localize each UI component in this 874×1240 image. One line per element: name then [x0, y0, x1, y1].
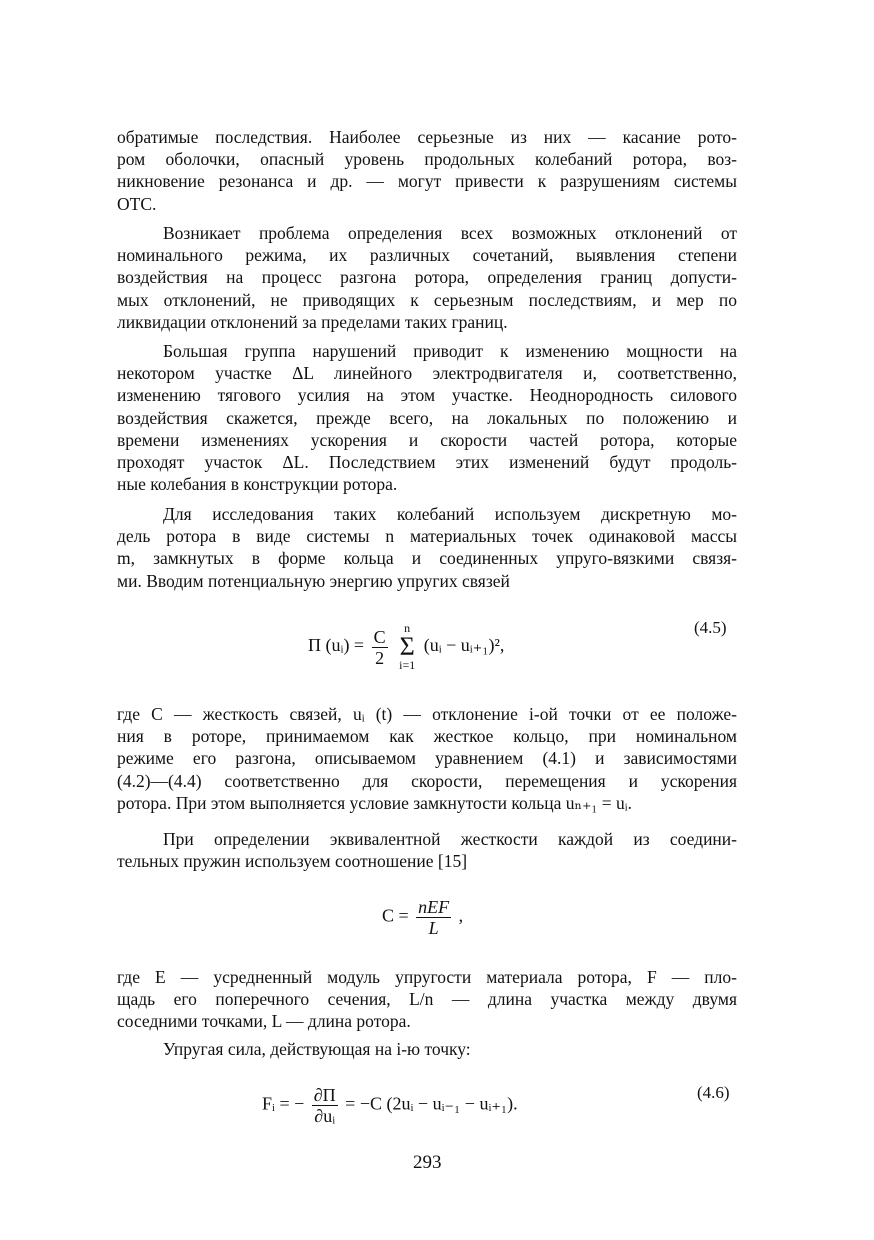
text-line: где C — жесткость связей, uᵢ (t) — отклонение i-ой точки от ее положе- — [117, 704, 737, 724]
paragraph-8 — [117, 1038, 737, 1060]
equation-lhs: C = — [382, 905, 409, 926]
summation — [399, 622, 415, 672]
text-line: При определении эквивалентной жесткости каждой из соедини- — [163, 829, 737, 849]
text-line: никновение резонанса и др. — могут привести к разрушениям системы — [117, 171, 737, 192]
sum-upper-limit: n — [404, 621, 411, 635]
paragraph-1 — [117, 126, 737, 215]
equation-lhs: Fᵢ = − — [262, 1093, 305, 1114]
sigma-symbol: Σ — [399, 632, 415, 661]
text-line: соседними точками, L — длина ротора. — [117, 1011, 411, 1032]
text-line: режиме его разгона, описываемом уравнением (4.1) и зависимостями — [117, 748, 737, 769]
paragraph-2 — [117, 222, 737, 333]
text-line: m, замкнутых в форме кольца и соединенных упруго-вязкими связя- — [117, 548, 737, 569]
text-line: обратимые последствия. Наиболее серьезные из них — касание рото- — [117, 127, 737, 147]
text-line: мых отклонений, не приводящих к серьезным последствиям, и мер по — [117, 289, 737, 310]
equation-tail: , — [458, 905, 464, 926]
fraction-denominator: L — [428, 918, 439, 938]
equation-rhs: (uᵢ − uᵢ₊₁)², — [423, 635, 505, 656]
fraction-denominator: ∂uᵢ — [314, 1106, 336, 1126]
text-line: ния в роторе, принимаемом как жесткое кольцо, при номинальном — [117, 726, 737, 747]
sum-lower-limit: i=1 — [399, 658, 416, 672]
paragraph-6 — [117, 828, 737, 872]
fraction — [372, 627, 388, 668]
equation-rhs: = −C (2uᵢ − uᵢ₋₁ − uᵢ₊₁). — [345, 1093, 518, 1114]
text-line: номинального режима, их различных сочетаний, выявления степени — [117, 245, 737, 266]
fraction-numerator: C — [373, 626, 386, 647]
equation-4-6 — [262, 1085, 518, 1126]
text-line: Возникает проблема определения всех возможных отклонений от — [163, 223, 737, 243]
page-number: 293 — [413, 1152, 442, 1173]
text-line: Большая группа нарушений приводит к изменению мощности на — [163, 341, 737, 361]
text-line: Для исследования таких колебаний используем дискретную мо- — [163, 504, 737, 524]
text-line: дель ротора в виде системы n материальных точек одинаковой массы — [117, 526, 737, 547]
text-line: времени изменениях ускорения и скорости частей ротора, которые — [117, 429, 737, 450]
equation-number: (4.6) — [697, 1083, 730, 1102]
text-line: проходят участок ΔL. Последствием этих изменений будут продоль- — [117, 452, 737, 473]
text-line: ротора. При этом выполняется условие замкнутости кольца uₙ₊₁ = uᵢ. — [117, 792, 633, 813]
text-line: ром оболочки, опасный уровень продольных колебаний ротора, воз- — [117, 149, 737, 170]
paragraph-5 — [117, 703, 737, 814]
text-line: (4.2)—(4.4) соответственно для скорости, перемещения и ускорения — [117, 770, 737, 791]
text-line: некотором участке ΔL линейного электродвигателя и, соответственно, — [117, 363, 737, 384]
text-line: ные колебания в конструкции ротора. — [117, 474, 398, 495]
text-line: где E — усредненный модуль упругости материала ротора, F — пло- — [117, 967, 737, 987]
text-line: тельных пружин используем соотношение [15] — [117, 851, 468, 872]
fraction-numerator: ∂П — [313, 1085, 336, 1105]
equation-4-5 — [308, 622, 504, 672]
text-line: воздействия на процесс разгона ротора, определения границ допусти- — [117, 267, 737, 288]
text-line: ми. Вводим потенциальную энергию упругих связей — [117, 570, 510, 591]
fraction — [312, 1085, 338, 1126]
equation-number: (4.5) — [694, 618, 727, 637]
fraction-denominator: 2 — [375, 647, 385, 668]
text-line: ОТС. — [117, 193, 157, 214]
fraction — [416, 897, 451, 938]
text-line: щадь его поперечного сечения, L/n — длина участка между двумя — [117, 989, 737, 1010]
text-line: изменению тягового усилия на этом участке. Неоднородность силового — [117, 385, 737, 406]
paragraph-4 — [117, 503, 737, 592]
text-line: ликвидации отклонений за пределами таких границ. — [117, 311, 508, 332]
paragraph-3 — [117, 340, 737, 495]
text-line: Упругая сила, действующая на i-ю точку: — [163, 1039, 471, 1059]
paragraph-7 — [117, 966, 737, 1033]
fraction-numerator: nEF — [418, 897, 450, 917]
equation-stiffness — [382, 897, 463, 938]
text-line: воздействия скажется, прежде всего, на локальных по положению и — [117, 407, 737, 428]
equation-lhs: П (uᵢ) = — [308, 635, 365, 656]
